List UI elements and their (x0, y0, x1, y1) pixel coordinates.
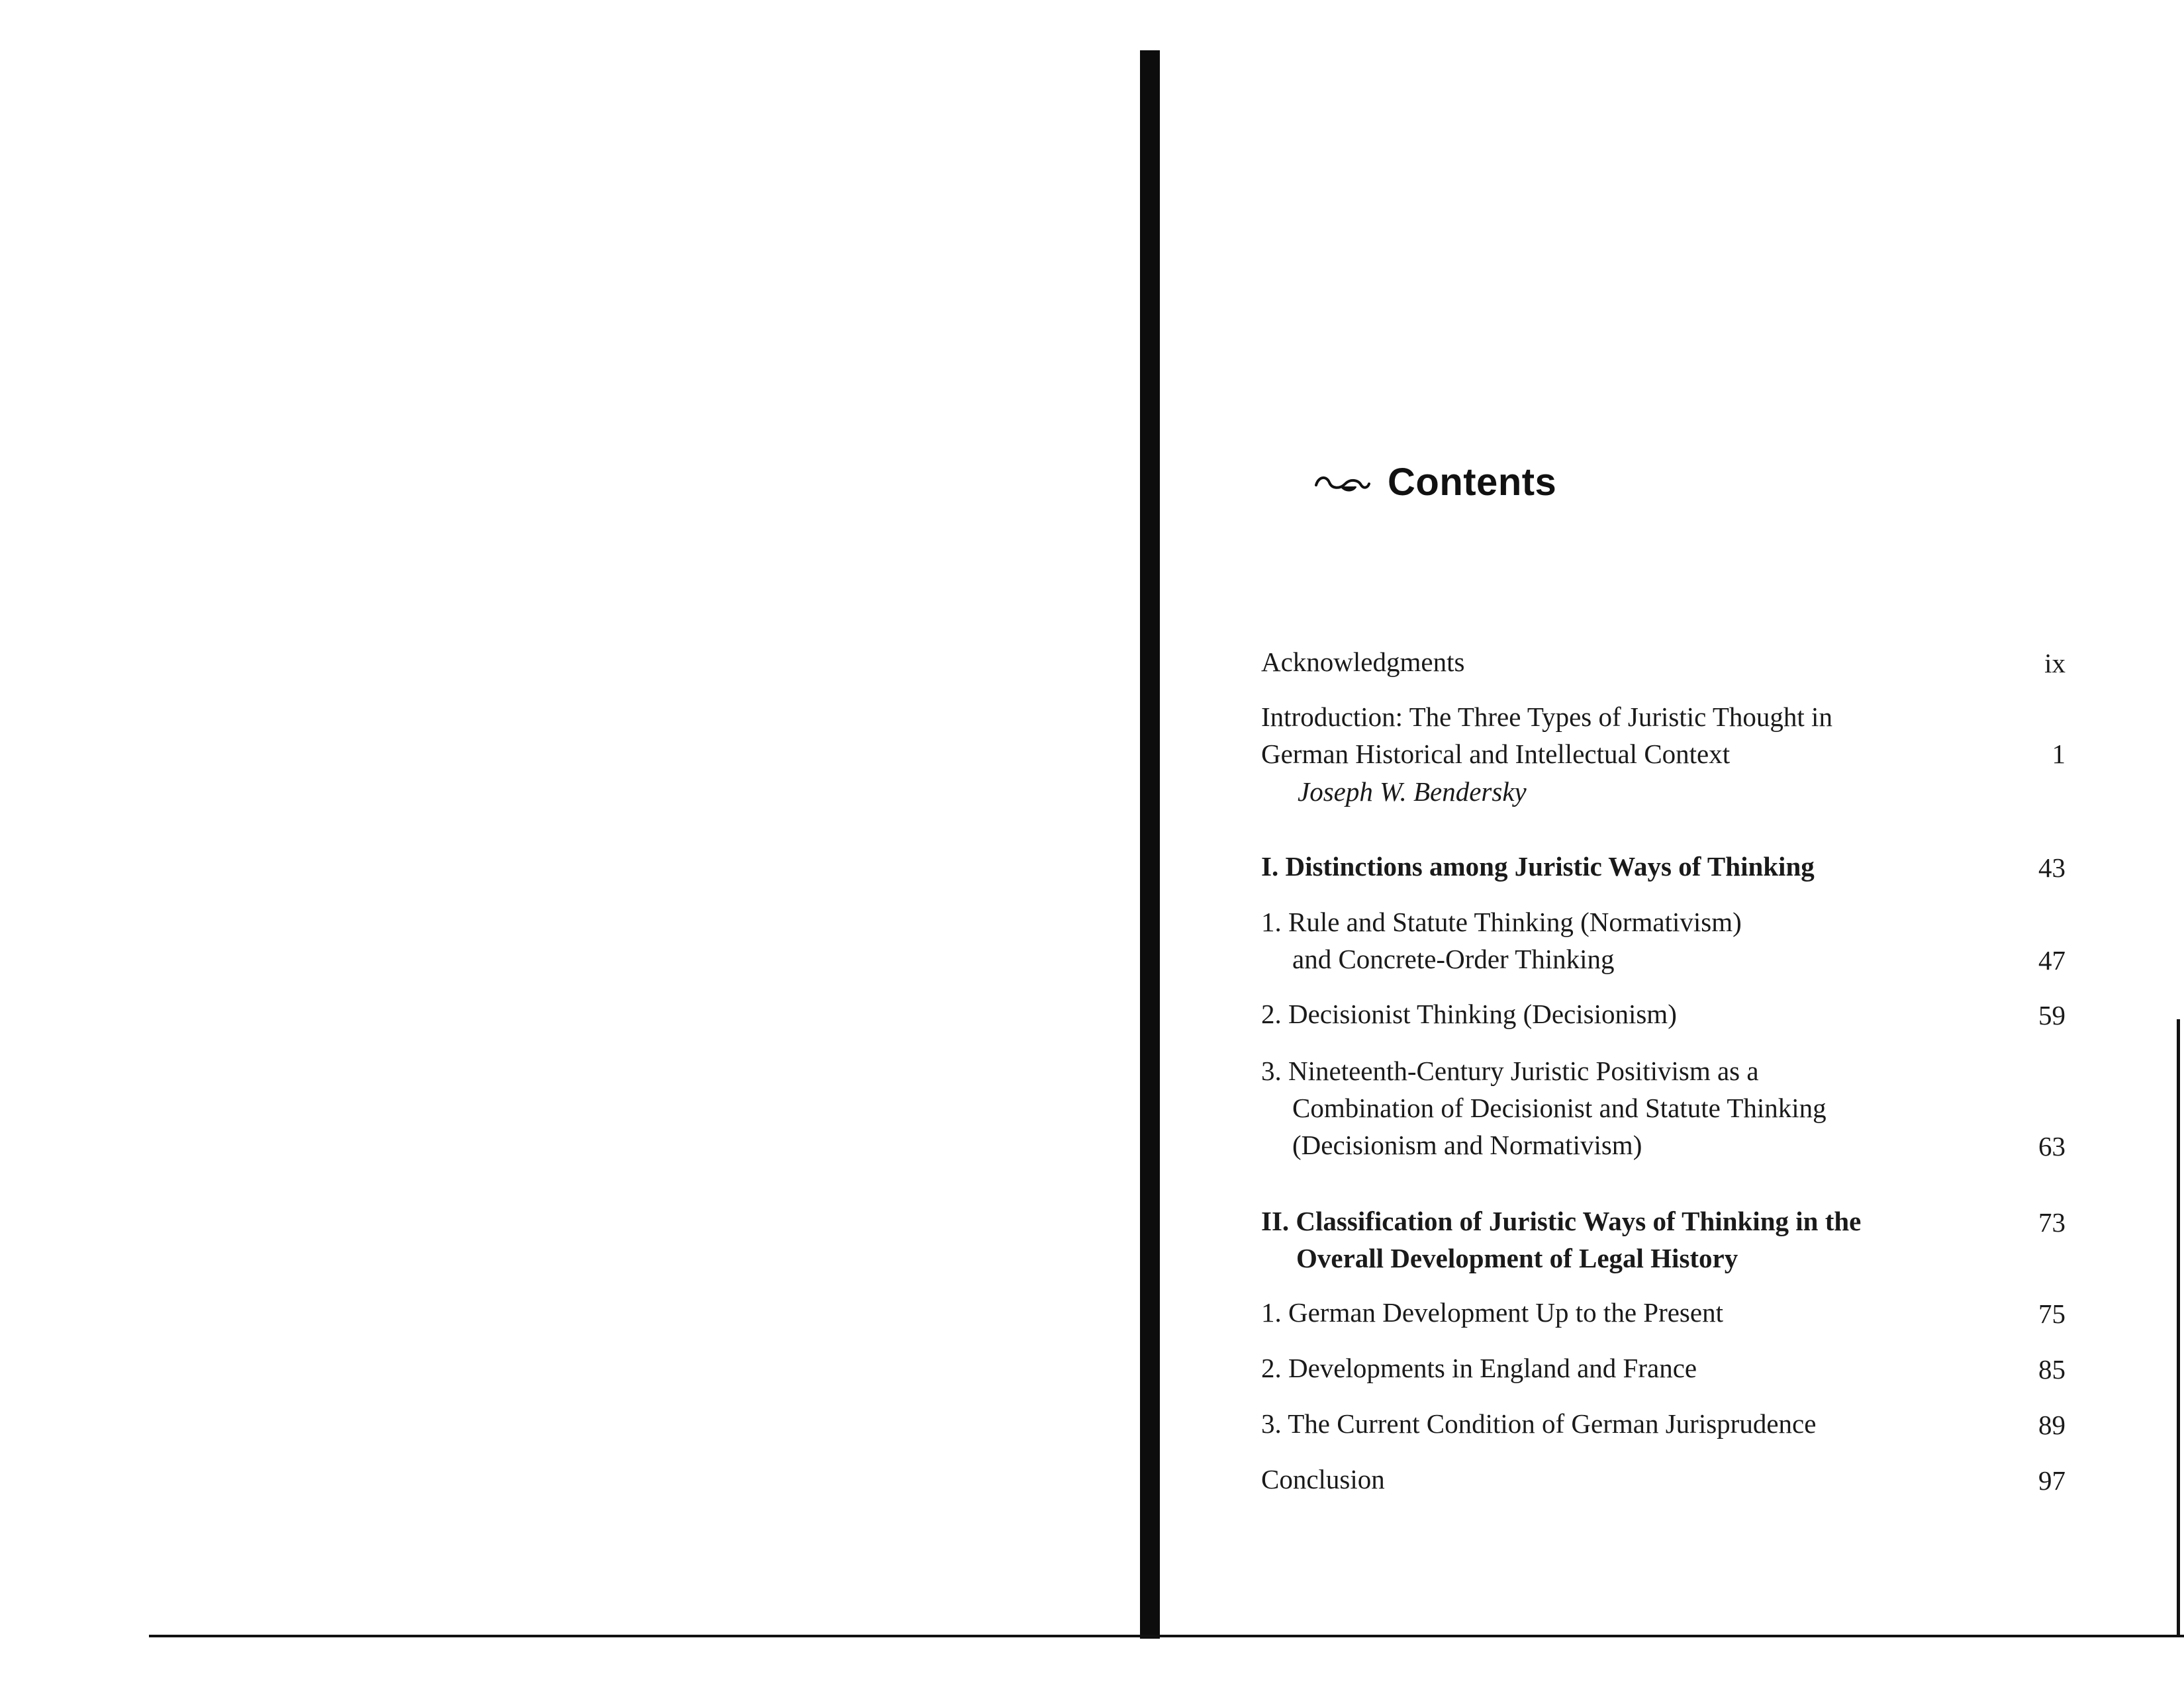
toc-entry-part-1: I. Distinctions among Juristic Ways of Thinking (1261, 851, 1815, 882)
toc-page-p2-ch3: 89 (2038, 1410, 2065, 1440)
toc-entry-p2-ch2: 2. Developments in England and France (1261, 1353, 1697, 1383)
toc-page-p1-ch1: 47 (2038, 945, 2065, 976)
page-title: Contents (1388, 461, 1557, 504)
toc-entry-p1-ch3-line3: (Decisionism and Normativism) (1292, 1130, 1642, 1160)
toc-page-p2-ch2: 85 (2038, 1354, 2065, 1385)
toc-page-part-1: 43 (2038, 852, 2065, 883)
toc-entry-part-2-line2: Overall Development of Legal History (1296, 1243, 1738, 1273)
toc-page-introduction: 1 (2052, 739, 2065, 769)
toc-entry-introduction-line1: Introduction: The Three Types of Juristic Thought in (1261, 702, 1832, 732)
toc-page-conclusion: 97 (2038, 1465, 2065, 1496)
toc-page-p1-ch2: 59 (2038, 1000, 2065, 1030)
toc-entry-p1-ch3-line1: 3. Nineteenth-Century Juristic Positivism as a (1261, 1056, 1759, 1086)
toc-entry-part-2-line1: II. Classification of Juristic Ways of Thinking in the (1261, 1206, 1862, 1236)
toc-entry-p1-ch1-line1: 1. Rule and Statute Thinking (Normativism) (1261, 907, 1742, 937)
toc-entry-p1-ch1-line2: and Concrete-Order Thinking (1292, 944, 1615, 974)
toc-page-p2-ch1: 75 (2038, 1299, 2065, 1329)
toc-entry-p1-ch3-line2: Combination of Decisionist and Statute Thinking (1292, 1093, 1827, 1123)
toc-entry-conclusion: Conclusion (1261, 1464, 1385, 1494)
toc-entry-p2-ch3: 3. The Current Condition of German Jurisprudence (1261, 1408, 1817, 1439)
toc-page-part-2: 73 (2038, 1207, 2065, 1238)
toc-entry-acknowledgments: Acknowledgments (1261, 647, 1465, 677)
toc-entry-p1-ch2: 2. Decisionist Thinking (Decisionism) (1261, 999, 1677, 1029)
toc-page-acknowledgments: ix (2044, 648, 2065, 678)
toc-entry-introduction-line2: German Historical and Intellectual Context (1261, 739, 1731, 769)
toc-page-p1-ch3: 63 (2038, 1131, 2065, 1162)
toc-entry-p2-ch1: 1. German Development Up to the Present (1261, 1297, 1723, 1328)
toc-entry-introduction-author: Joseph W. Bendersky (1298, 776, 1527, 807)
